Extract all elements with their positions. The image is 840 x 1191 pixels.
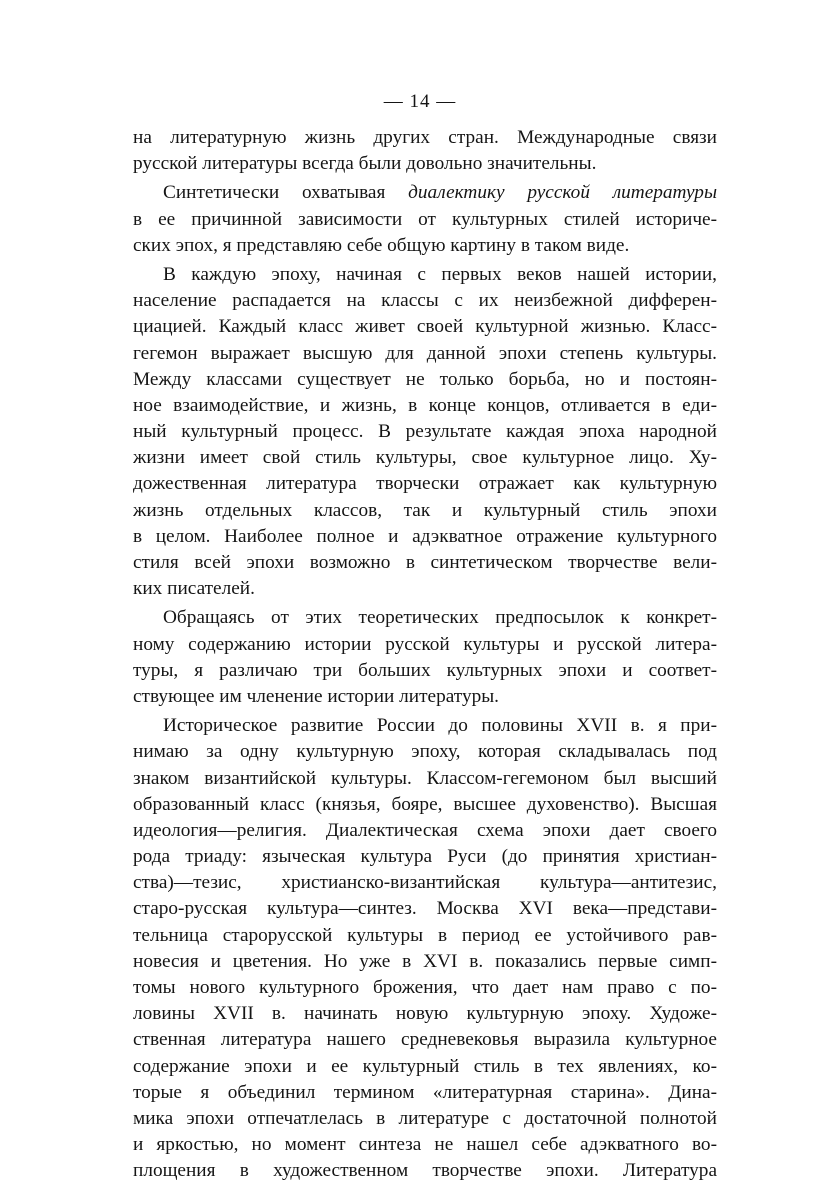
text-line: ное взаимодействие, и жизнь, в конце концов, отливается в еди- bbox=[133, 394, 717, 416]
text-line: гегемон выражает высшую для данной эпохи степень культуры. bbox=[133, 342, 717, 364]
paragraph bbox=[133, 713, 717, 1184]
text-line: нимаю за одну культурную эпоху, которая складывалась под bbox=[133, 741, 717, 763]
text-line: новесия и цветения. Но уже в XVI в. показались первые симп- bbox=[133, 950, 717, 972]
text-line: Историческое развитие России до половины XVII в. я при- bbox=[163, 715, 717, 737]
text-line: ких писателей. bbox=[133, 578, 255, 600]
text-line: ловины XVII в. начинать новую культурную эпоху. Художе- bbox=[133, 1003, 717, 1025]
text-line: жизни имеет свой стиль культуры, свое культурное лицо. Ху- bbox=[133, 447, 717, 469]
text-line: знаком византийской культуры. Классом-гегемоном был высший bbox=[133, 767, 717, 789]
text-line: ственная литература нашего средневековья выразила культурное bbox=[133, 1029, 717, 1051]
text-line: В каждую эпоху, начиная с первых веков нашей истории, bbox=[163, 263, 717, 285]
text-line: ному содержанию истории русской культуры и русской литера- bbox=[133, 633, 717, 655]
text-line: туры, я различаю три больших культурных эпохи и соответ- bbox=[133, 659, 717, 681]
text-line: население распадается на классы с их неизбежной дифферен- bbox=[133, 290, 717, 312]
text-line: рода триаду: языческая культура Руси (до принятия христиан- bbox=[133, 846, 717, 868]
text-line: старо-русская культура—синтез. Москва XVI века—представи- bbox=[133, 898, 717, 920]
text-line: содержание эпохи и ее культурный стиль в тех явлениях, ко- bbox=[133, 1055, 717, 1077]
text-line: площения в художественном творчестве эпохи. Литература bbox=[133, 1160, 717, 1182]
text-line: русской литературы всегда были довольно значительны. bbox=[133, 153, 597, 175]
text-line: в целом. Наиболее полное и адэкватное отражение культурного bbox=[133, 525, 717, 547]
text-line: томы нового культурного брожения, что дает нам право с по- bbox=[133, 977, 717, 998]
paragraph bbox=[133, 605, 717, 710]
text-line: мика эпохи отпечатлелась в литературе с достаточной полнотой bbox=[133, 1107, 717, 1129]
text-line bbox=[133, 180, 717, 206]
text-line: идеология—религия. Диалектическая схема эпохи дает своего bbox=[133, 819, 717, 841]
text-line: на литературную жизнь других стран. Международные связи bbox=[133, 127, 717, 148]
text-line: торые я объединил термином «литературная старина». Дина- bbox=[133, 1081, 717, 1103]
paragraph bbox=[133, 180, 717, 259]
text-line: ствующее им членение истории литературы. bbox=[133, 685, 500, 707]
text-line: образованный класс (князья, бояре, высшее духовенство). Высшая bbox=[133, 793, 717, 815]
text-line: и яркостью, но момент синтеза не нашел себе адэкватного во- bbox=[133, 1134, 717, 1156]
italic-phrase: диалектику русской литературы bbox=[408, 182, 717, 204]
text-line: Обращаясь от этих теоретических предпосылок к конкрет- bbox=[163, 607, 717, 629]
text-line: в ее причинной зависимости от культурных стилей историче- bbox=[133, 208, 717, 230]
text-line: Между классами существует не только борьба, но и постоян- bbox=[133, 368, 717, 390]
body-text bbox=[133, 125, 717, 1185]
text-line: тельница старорусской культуры в период ее устойчивого рав- bbox=[133, 924, 717, 946]
text-line: стиля всей эпохи возможно в синтетическом творчестве вели- bbox=[133, 552, 717, 573]
text-line: дожественная литература творчески отражает как культурную bbox=[133, 473, 717, 495]
text-line: жизнь отдельных классов, так и культурный стиль эпохи bbox=[133, 499, 717, 521]
text-line: ства)—тезис, христианско-византийская культура—антитезис, bbox=[133, 872, 717, 894]
paragraph bbox=[133, 125, 717, 177]
paragraph bbox=[133, 262, 717, 602]
page-number: — 14 — bbox=[383, 91, 457, 112]
text-line: ских эпох, я представляю себе общую картину в таком виде. bbox=[133, 234, 630, 256]
text-line: циацией. Каждый класс живет своей культурной жизнью. Класс- bbox=[133, 316, 717, 338]
text-segment: Синтетически охватывая bbox=[163, 182, 409, 204]
text-line: ный культурный процесс. В результате каждая эпоха народной bbox=[133, 421, 717, 443]
